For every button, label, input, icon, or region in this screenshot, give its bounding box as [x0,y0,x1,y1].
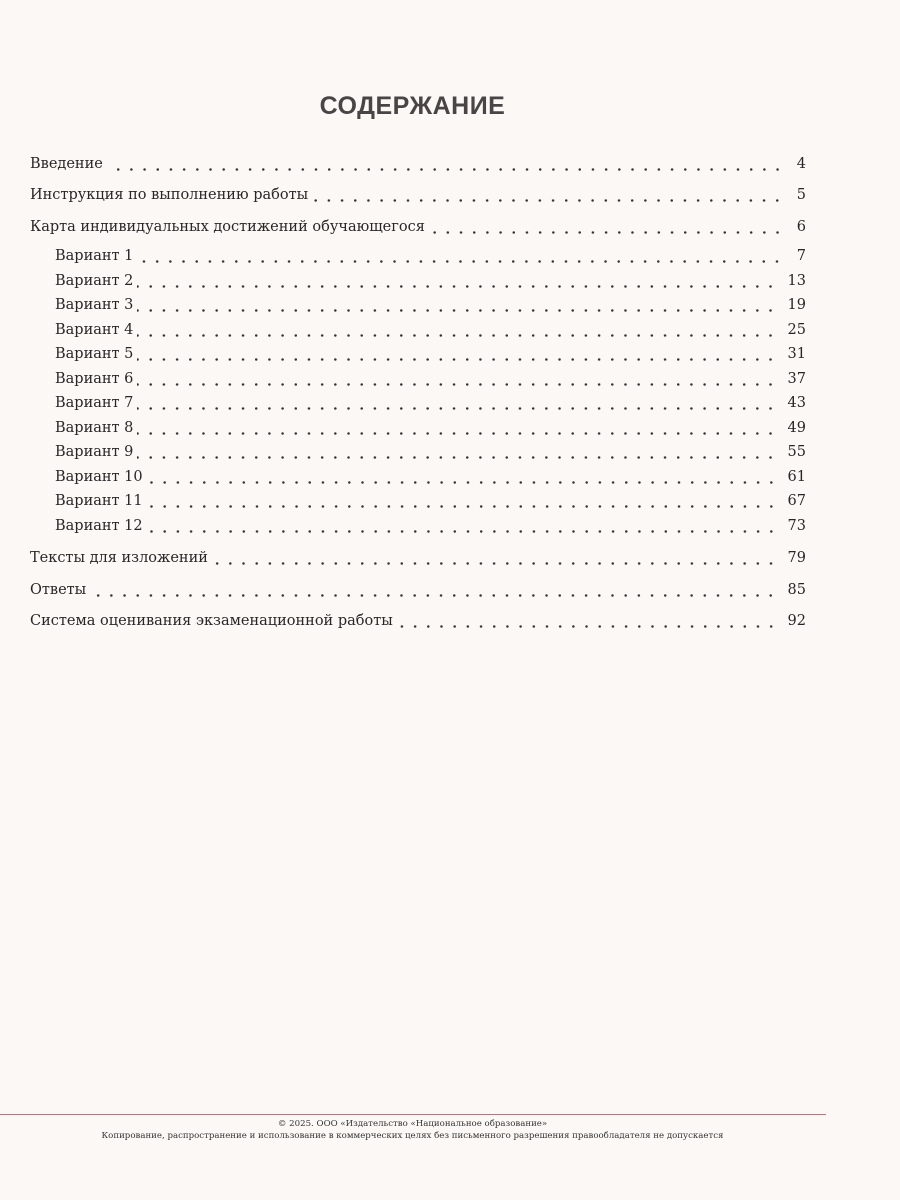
toc-entry-variant[interactable] [55,297,806,317]
toc-page: 19 [787,297,806,313]
toc-label: Вариант 8 [55,419,134,436]
dot-leader [137,407,777,410]
toc-label: Инструкция по выполнению работы [30,187,309,203]
toc-label: Вариант 7 [55,395,134,411]
toc-entry[interactable] [30,219,806,239]
toc-label: Вариант 9 [55,444,134,460]
toc-page: 7 [796,248,806,264]
dot-leader [212,562,778,565]
footer-copyright: © 2025. ООО «Издательство «Национальное образование» [277,1119,548,1129]
toc-entry-variant[interactable] [55,518,806,538]
dot-leader [147,505,778,508]
toc-label: Карта индивидуальных достижений обучающегося [30,219,425,235]
toc-page: 85 [787,582,806,598]
toc-entry[interactable] [30,187,806,207]
toc-page: 37 [787,370,806,387]
toc-label: Вариант 4 [55,321,134,338]
dot-leader [147,530,778,533]
toc-label: Вариант 10 [55,468,143,485]
toc-label: Тексты для изложений [30,550,208,566]
dot-leader [137,334,777,337]
toc-page: 79 [787,550,806,566]
dot-leader [312,199,784,202]
toc-page: 5 [796,187,806,203]
toc-page: 67 [787,493,806,509]
footer-divider [0,1114,826,1115]
toc-label: Вариант 1 [55,248,134,264]
toc-page: 25 [787,321,806,338]
toc-entry-variant[interactable] [55,273,806,293]
toc-page: 43 [787,395,806,411]
toc-label: Вариант 12 [55,517,143,534]
toc-entry-variant[interactable] [55,469,806,489]
toc-entry[interactable] [30,156,806,176]
toc-page: 4 [796,156,806,172]
toc-entry[interactable] [30,582,806,602]
toc-entry[interactable] [30,550,806,570]
dot-leader [429,231,784,234]
dot-leader [147,481,778,484]
toc-label: Ответы [30,582,87,598]
toc-entry-variant[interactable] [55,346,806,366]
dot-leader [137,456,777,459]
toc-entry[interactable] [30,613,806,633]
toc-entry-variant[interactable] [55,248,806,268]
toc-page: 61 [787,468,806,485]
toc-entry-variant[interactable] [55,444,806,464]
toc-label: Введение [30,156,103,172]
toc-page: 55 [787,444,806,460]
toc-page: 13 [787,272,806,289]
dot-leader [137,285,777,288]
toc-entry-variant[interactable] [55,371,806,391]
toc-entry-variant[interactable] [55,493,806,513]
page-title: СОДЕРЖАНИЕ [319,92,506,120]
toc-page: 92 [787,613,806,629]
dot-leader [137,358,777,361]
dot-leader [137,432,777,435]
dot-leader [397,625,778,628]
dot-leader [90,594,777,597]
toc-label: Система оценивания экзаменационной работы [30,613,393,629]
dot-leader [137,383,777,386]
dot-leader [137,309,777,312]
toc-entry-variant[interactable] [55,322,806,342]
toc-page: 31 [787,346,806,362]
toc-page: 73 [787,517,806,534]
toc-label: Вариант 2 [55,272,134,289]
dot-leader [107,168,784,171]
toc-label: Вариант 11 [55,493,143,509]
toc-entry-variant[interactable] [55,420,806,440]
toc-label: Вариант 6 [55,370,134,387]
toc-label: Вариант 5 [55,346,134,362]
toc-entry-variant[interactable] [55,395,806,415]
toc-label: Вариант 3 [55,297,134,313]
toc-page: 6 [796,219,806,235]
dot-leader [137,260,784,263]
footer-notice: Копирование, распространение и использование в коммерческих целях без письменного разрешения правообладателя не допускается [101,1131,724,1141]
toc-page: 49 [787,419,806,436]
